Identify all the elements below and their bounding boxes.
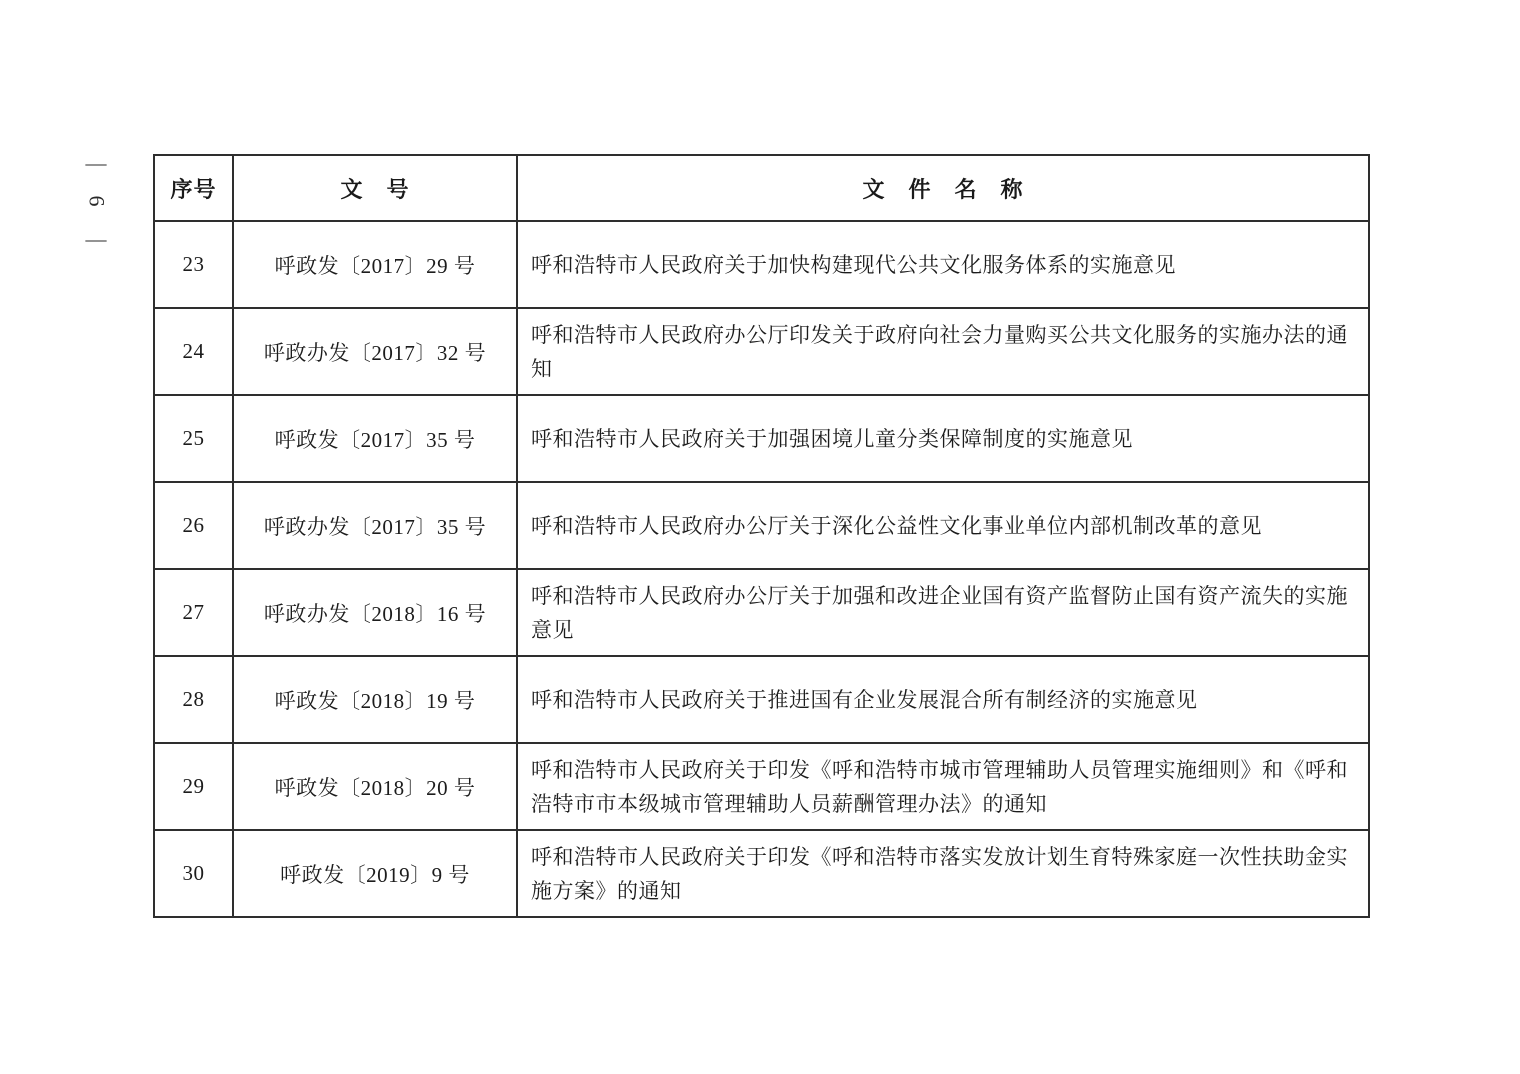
table-row [154, 743, 1369, 830]
header-doc-name: 文 件 名 称 [517, 155, 1369, 221]
doc-title: 呼和浩特市人民政府办公厅关于深化公益性文化事业单位内部机制改革的意见 [517, 482, 1369, 569]
page-number-dash-top: — [85, 151, 107, 175]
row-index: 30 [154, 830, 233, 917]
doc-title: 呼和浩特市人民政府关于加快构建现代公共文化服务体系的实施意见 [517, 221, 1369, 308]
table-header-row [154, 155, 1369, 221]
row-index: 25 [154, 395, 233, 482]
doc-title: 呼和浩特市人民政府关于加强困境儿童分类保障制度的实施意见 [517, 395, 1369, 482]
table-row [154, 221, 1369, 308]
doc-title: 呼和浩特市人民政府关于印发《呼和浩特市落实发放计划生育特殊家庭一次性扶助金实施方案》的通知 [517, 830, 1369, 917]
doc-number: 呼政办发〔2018〕16 号 [233, 569, 517, 656]
row-index: 28 [154, 656, 233, 743]
table-row [154, 656, 1369, 743]
table-row [154, 308, 1369, 395]
page-number-digit: 6 [84, 195, 109, 207]
row-index: 23 [154, 221, 233, 308]
page-number [76, 151, 116, 251]
table-row [154, 395, 1369, 482]
row-index: 27 [154, 569, 233, 656]
table-row [154, 569, 1369, 656]
table-row [154, 830, 1369, 917]
header-index: 序号 [154, 155, 233, 221]
doc-number: 呼政发〔2018〕20 号 [233, 743, 517, 830]
row-index: 24 [154, 308, 233, 395]
table-row [154, 482, 1369, 569]
doc-title: 呼和浩特市人民政府关于推进国有企业发展混合所有制经济的实施意见 [517, 656, 1369, 743]
row-index: 29 [154, 743, 233, 830]
doc-title: 呼和浩特市人民政府关于印发《呼和浩特市城市管理辅助人员管理实施细则》和《呼和浩特市市本级城市管理辅助人员薪酬管理办法》的通知 [517, 743, 1369, 830]
doc-number: 呼政发〔2019〕9 号 [233, 830, 517, 917]
doc-number: 呼政办发〔2017〕35 号 [233, 482, 517, 569]
document-list-table [153, 154, 1370, 918]
doc-title: 呼和浩特市人民政府办公厅印发关于政府向社会力量购买公共文化服务的实施办法的通知 [517, 308, 1369, 395]
doc-number: 呼政发〔2017〕35 号 [233, 395, 517, 482]
page-number-dash-bottom: — [85, 227, 107, 251]
doc-number: 呼政发〔2017〕29 号 [233, 221, 517, 308]
header-doc-number: 文 号 [233, 155, 517, 221]
doc-number: 呼政发〔2018〕19 号 [233, 656, 517, 743]
row-index: 26 [154, 482, 233, 569]
doc-number: 呼政办发〔2017〕32 号 [233, 308, 517, 395]
doc-title: 呼和浩特市人民政府办公厅关于加强和改进企业国有资产监督防止国有资产流失的实施意见 [517, 569, 1369, 656]
